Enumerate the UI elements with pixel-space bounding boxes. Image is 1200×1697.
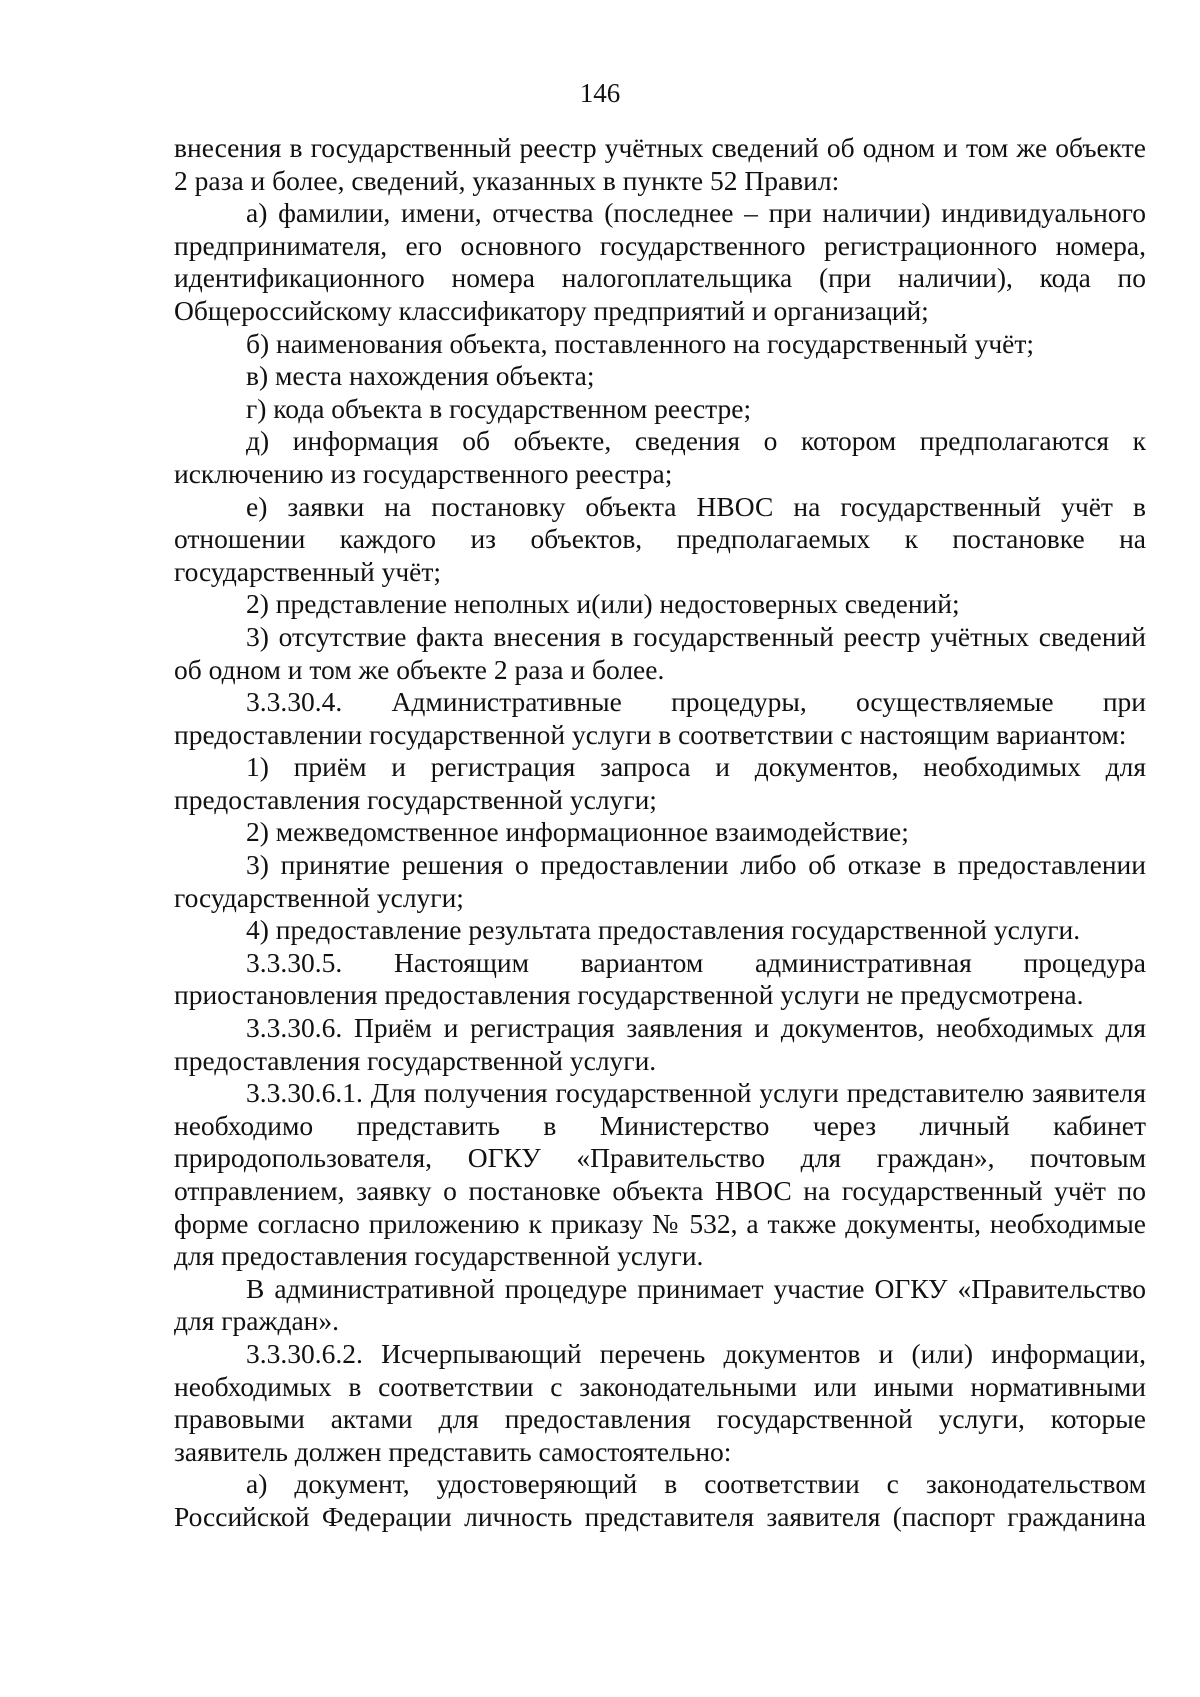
document-body: [174, 132, 1146, 1534]
paragraph: 3.3.30.5. Настоящим вариантом административная процедура приостановления предоставления государственной услуги не предусмотрена.: [174, 946, 1146, 1011]
paragraph: 4) предоставление результата предоставления государственной услуги.: [246, 914, 1081, 946]
paragraph: В административной процедуре принимает участие ОГКУ «Правительство для граждан».: [174, 1272, 1146, 1337]
paragraph: д) информация об объекте, сведения о котором предполагаются к исключению из государственного реестра;: [174, 425, 1146, 489]
paragraph: 3) отсутствие факта внесения в государственный реестр учётных сведений об одном и том же объекте 2 раза и более.: [174, 620, 1146, 685]
paragraph: 3.3.30.6. Приём и регистрация заявления и документов, необходимых для предоставления государственной услуги.: [174, 1012, 1146, 1076]
page-number: 146: [579, 78, 621, 108]
paragraph: б) наименования объекта, поставленного на государственный учёт;: [246, 327, 1035, 359]
paragraph: 3.3.30.4. Административные процедуры, осуществляемые при предоставлении государственной услуги в соответствии с настоящим вариантом:: [174, 686, 1146, 750]
paragraph: а) фамилии, имени, отчества (последнее – при наличии) индивидуального предпринимателя, его основного государственного регистрационного номера, идентификационного номера налогоплательщика (при наличии), кода по Общероссийскому классификатору предприятий и организаций;: [174, 197, 1146, 326]
paragraph: в) места нахождения объекта;: [246, 360, 595, 392]
paragraph: 2) представление неполных и(или) недостоверных сведений;: [246, 588, 960, 620]
paragraph: г) кода объекта в государственном реестре;: [246, 392, 752, 424]
paragraph: 3.3.30.6.2. Исчерпывающий перечень документов и (или) информации, необходимых в соответствии с законодательными или иными нормативными правовыми актами для предоставления государственной услуги, которые заявитель должен представить самостоятельно:: [174, 1337, 1146, 1467]
paragraph: 1) приём и регистрация запроса и документов, необходимых для предоставления государственной услуги;: [174, 751, 1146, 815]
paragraph: 3.3.30.6.1. Для получения государственной услуги представителю заявителя необходимо представить в Министерство через личный кабинет природопользователя, ОГКУ «Правительство для граждан», почтовым отправлением, заявку о постановке объекта НВОС на государственный учёт по форме согласно приложению к приказу № 532, а также документы, необходимые для предоставления государственной услуги.: [174, 1077, 1146, 1272]
paragraph: 3) принятие решения о предоставлении либо об отказе в предоставлении государственной услуги;: [174, 849, 1146, 913]
paragraph: внесения в государственный реестр учётных сведений об одном и том же объекте 2 раза и более, сведений, указанных в пункте 52 Правил:: [174, 132, 1146, 196]
paragraph: а) документ, удостоверяющий в соответствии с законодательством Российской Федерации личность представителя заявителя (паспорт гражданина: [174, 1468, 1146, 1532]
paragraph: 2) межведомственное информационное взаимодействие;: [246, 816, 909, 848]
paragraph: е) заявки на постановку объекта НВОС на государственный учёт в отношении каждого из объектов, предполагаемых к постановке на государственный учёт;: [174, 490, 1146, 587]
